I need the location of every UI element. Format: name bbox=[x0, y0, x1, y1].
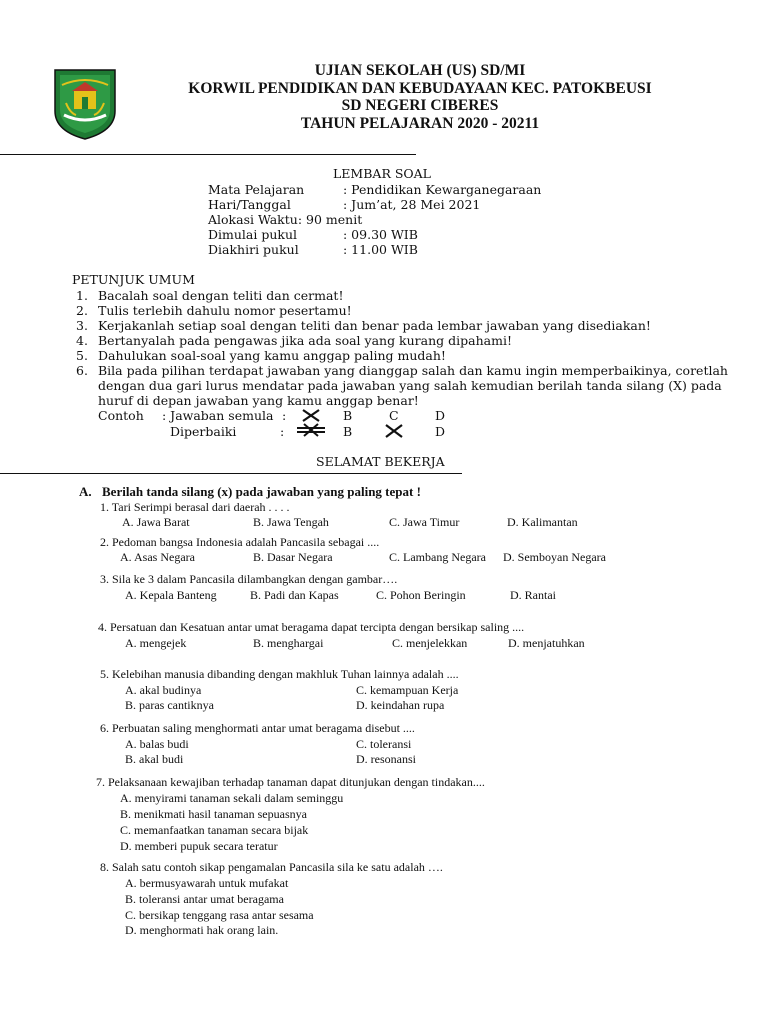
list-number: 5. bbox=[76, 348, 88, 363]
info-value: : 09.30 WIB bbox=[343, 227, 418, 242]
section-letter: A. bbox=[79, 484, 92, 499]
list-item: Kerjakanlah setiap soal dengan teliti dan benar pada lembar jawaban yang disediakan! bbox=[98, 318, 651, 333]
jawaban-semula-label: : Jawaban semula bbox=[162, 408, 274, 423]
answer-option: C. menjelekkan bbox=[392, 636, 468, 650]
list-item: Dahulukan soal-soal yang kamu anggap paling mudah! bbox=[98, 348, 446, 363]
answer-option: A. balas budi bbox=[125, 737, 189, 751]
list-number: 3. bbox=[76, 318, 88, 333]
crossed-c-icon bbox=[383, 422, 405, 440]
header-line-2: KORWIL PENDIDIKAN DAN KEBUDAYAAN KEC. PATOKBEUSI bbox=[188, 80, 652, 97]
answer-option: A. Asas Negara bbox=[120, 550, 195, 564]
info-label: Mata Pelajaran bbox=[208, 182, 305, 197]
list-item: Bila pada pilihan terdapat jawaban yang dianggap salah dan kamu ingin memperbaikinya, coretlah bbox=[98, 363, 728, 378]
answer-option: B. Dasar Negara bbox=[253, 550, 333, 564]
answer-option: A. menyirami tanaman sekali dalam seminggu bbox=[120, 791, 344, 805]
struck-cross-icon bbox=[296, 421, 326, 439]
diperbaiki-label: Diperbaiki bbox=[170, 424, 237, 439]
answer-option: B. Padi dan Kapas bbox=[250, 588, 339, 602]
answer-option: C. Jawa Timur bbox=[389, 515, 460, 529]
answer-option: C. bersikap tenggang rasa antar sesama bbox=[125, 908, 314, 922]
info-label: Diakhiri pukul bbox=[208, 242, 299, 257]
answer-option: A. mengejek bbox=[125, 636, 187, 650]
answer-option: C. toleransi bbox=[356, 737, 412, 751]
question-text: 6. Perbuatan saling menghormati antar umat beragama disebut .... bbox=[100, 721, 415, 735]
list-number: 1. bbox=[76, 288, 88, 303]
answer-option: C. Lambang Negara bbox=[389, 550, 486, 564]
answer-option: D. Kalimantan bbox=[507, 515, 578, 529]
section-rule bbox=[0, 473, 462, 474]
option-letter: B bbox=[343, 424, 353, 439]
answer-option: A. Jawa Barat bbox=[122, 515, 190, 529]
info-value: : Jum’at, 28 Mei 2021 bbox=[343, 197, 481, 212]
answer-option: B. akal budi bbox=[125, 752, 184, 766]
option-letter: B bbox=[343, 408, 353, 423]
list-item: Bacalah soal dengan teliti dan cermat! bbox=[98, 288, 344, 303]
question-text: 3. Sila ke 3 dalam Pancasila dilambangkan dengan gambar…. bbox=[100, 572, 398, 586]
list-number: 6. bbox=[76, 363, 88, 378]
answer-option: A. Kepala Banteng bbox=[125, 588, 217, 602]
answer-option: D. memberi pupuk secara teratur bbox=[120, 839, 278, 853]
answer-option: C. memanfaatkan tanaman secara bijak bbox=[120, 823, 309, 837]
question-text: 2. Pedoman bangsa Indonesia adalah Pancasila sebagai .... bbox=[100, 535, 380, 549]
answer-option: B. toleransi antar umat beragama bbox=[125, 892, 284, 906]
option-letter: D bbox=[435, 424, 446, 439]
selamat-bekerja: SELAMAT BEKERJA bbox=[316, 454, 445, 469]
question-text: 7. Pelaksanaan kewajiban terhadap tanaman dapat ditunjukan dengan tindakan.... bbox=[96, 775, 485, 789]
header-line-3: SD NEGERI CIBERES bbox=[341, 97, 499, 114]
answer-option: C. kemampuan Kerja bbox=[356, 683, 459, 697]
list-item-continued: huruf di depan jawaban yang kamu anggap benar! bbox=[98, 393, 419, 408]
answer-option: D. keindahan rupa bbox=[356, 698, 445, 712]
petunjuk-title: PETUNJUK UMUM bbox=[72, 272, 195, 287]
question-text: 4. Persatuan dan Kesatuan antar umat beragama dapat tercipta dengan bersikap saling .... bbox=[98, 620, 525, 634]
info-label: Alokasi Waktu: 90 menit bbox=[208, 212, 363, 227]
header-line-1: UJIAN SEKOLAH (US) SD/MI bbox=[314, 62, 526, 79]
question-text: 8. Salah satu contoh sikap pengamalan Pancasila sila ke satu adalah …. bbox=[100, 860, 443, 874]
colon: : bbox=[282, 408, 287, 423]
question-text: 1. Tari Serimpi berasal dari daerah . . . . bbox=[100, 500, 290, 514]
list-item: Tulis terlebih dahulu nomor pesertamu! bbox=[98, 303, 352, 318]
info-label: Hari/Tanggal bbox=[208, 197, 291, 212]
answer-option: D. resonansi bbox=[356, 752, 416, 766]
section-instruction: Berilah tanda silang (x) pada jawaban yang paling tepat ! bbox=[102, 484, 421, 499]
answer-option: D. Semboyan Negara bbox=[503, 550, 606, 564]
answer-option: B. menghargai bbox=[253, 636, 324, 650]
question-text: 5. Kelebihan manusia dibanding dengan makhluk Tuhan lainnya adalah .... bbox=[100, 667, 459, 681]
answer-option: C. Pohon Beringin bbox=[376, 588, 466, 602]
answer-option: A. bermusyawarah untuk mufakat bbox=[125, 876, 289, 890]
list-number: 4. bbox=[76, 333, 88, 348]
answer-option: A. akal budinya bbox=[125, 683, 202, 697]
lembar-soal-title: LEMBAR SOAL bbox=[333, 166, 431, 181]
info-value: : Pendidikan Kewarganegaraan bbox=[343, 182, 542, 197]
list-item: Bertanyalah pada pengawas jika ada soal yang kurang dipahami! bbox=[98, 333, 512, 348]
answer-option: B. menikmati hasil tanaman sepuasnya bbox=[120, 807, 307, 821]
answer-option: B. paras cantiknya bbox=[125, 698, 214, 712]
answer-option: D. menjatuhkan bbox=[508, 636, 585, 650]
answer-option: D. menghormati hak orang lain. bbox=[125, 923, 279, 937]
colon: : bbox=[280, 424, 285, 439]
option-letter: C bbox=[389, 408, 399, 423]
info-value: : 11.00 WIB bbox=[343, 242, 418, 257]
info-label: Dimulai pukul bbox=[208, 227, 298, 242]
answer-option: D. Rantai bbox=[510, 588, 556, 602]
header-rule bbox=[0, 154, 416, 155]
option-letter: D bbox=[435, 408, 446, 423]
school-logo bbox=[52, 67, 118, 141]
header-line-4: TAHUN PELAJARAN 2020 - 20211 bbox=[300, 115, 540, 132]
list-item-continued: dengan dua gari lurus mendatar pada jawaban yang salah kemudian berilah tanda silang (X) pada bbox=[98, 378, 722, 393]
list-number: 2. bbox=[76, 303, 88, 318]
answer-option: B. Jawa Tengah bbox=[253, 515, 329, 529]
contoh-label: Contoh bbox=[98, 408, 144, 423]
